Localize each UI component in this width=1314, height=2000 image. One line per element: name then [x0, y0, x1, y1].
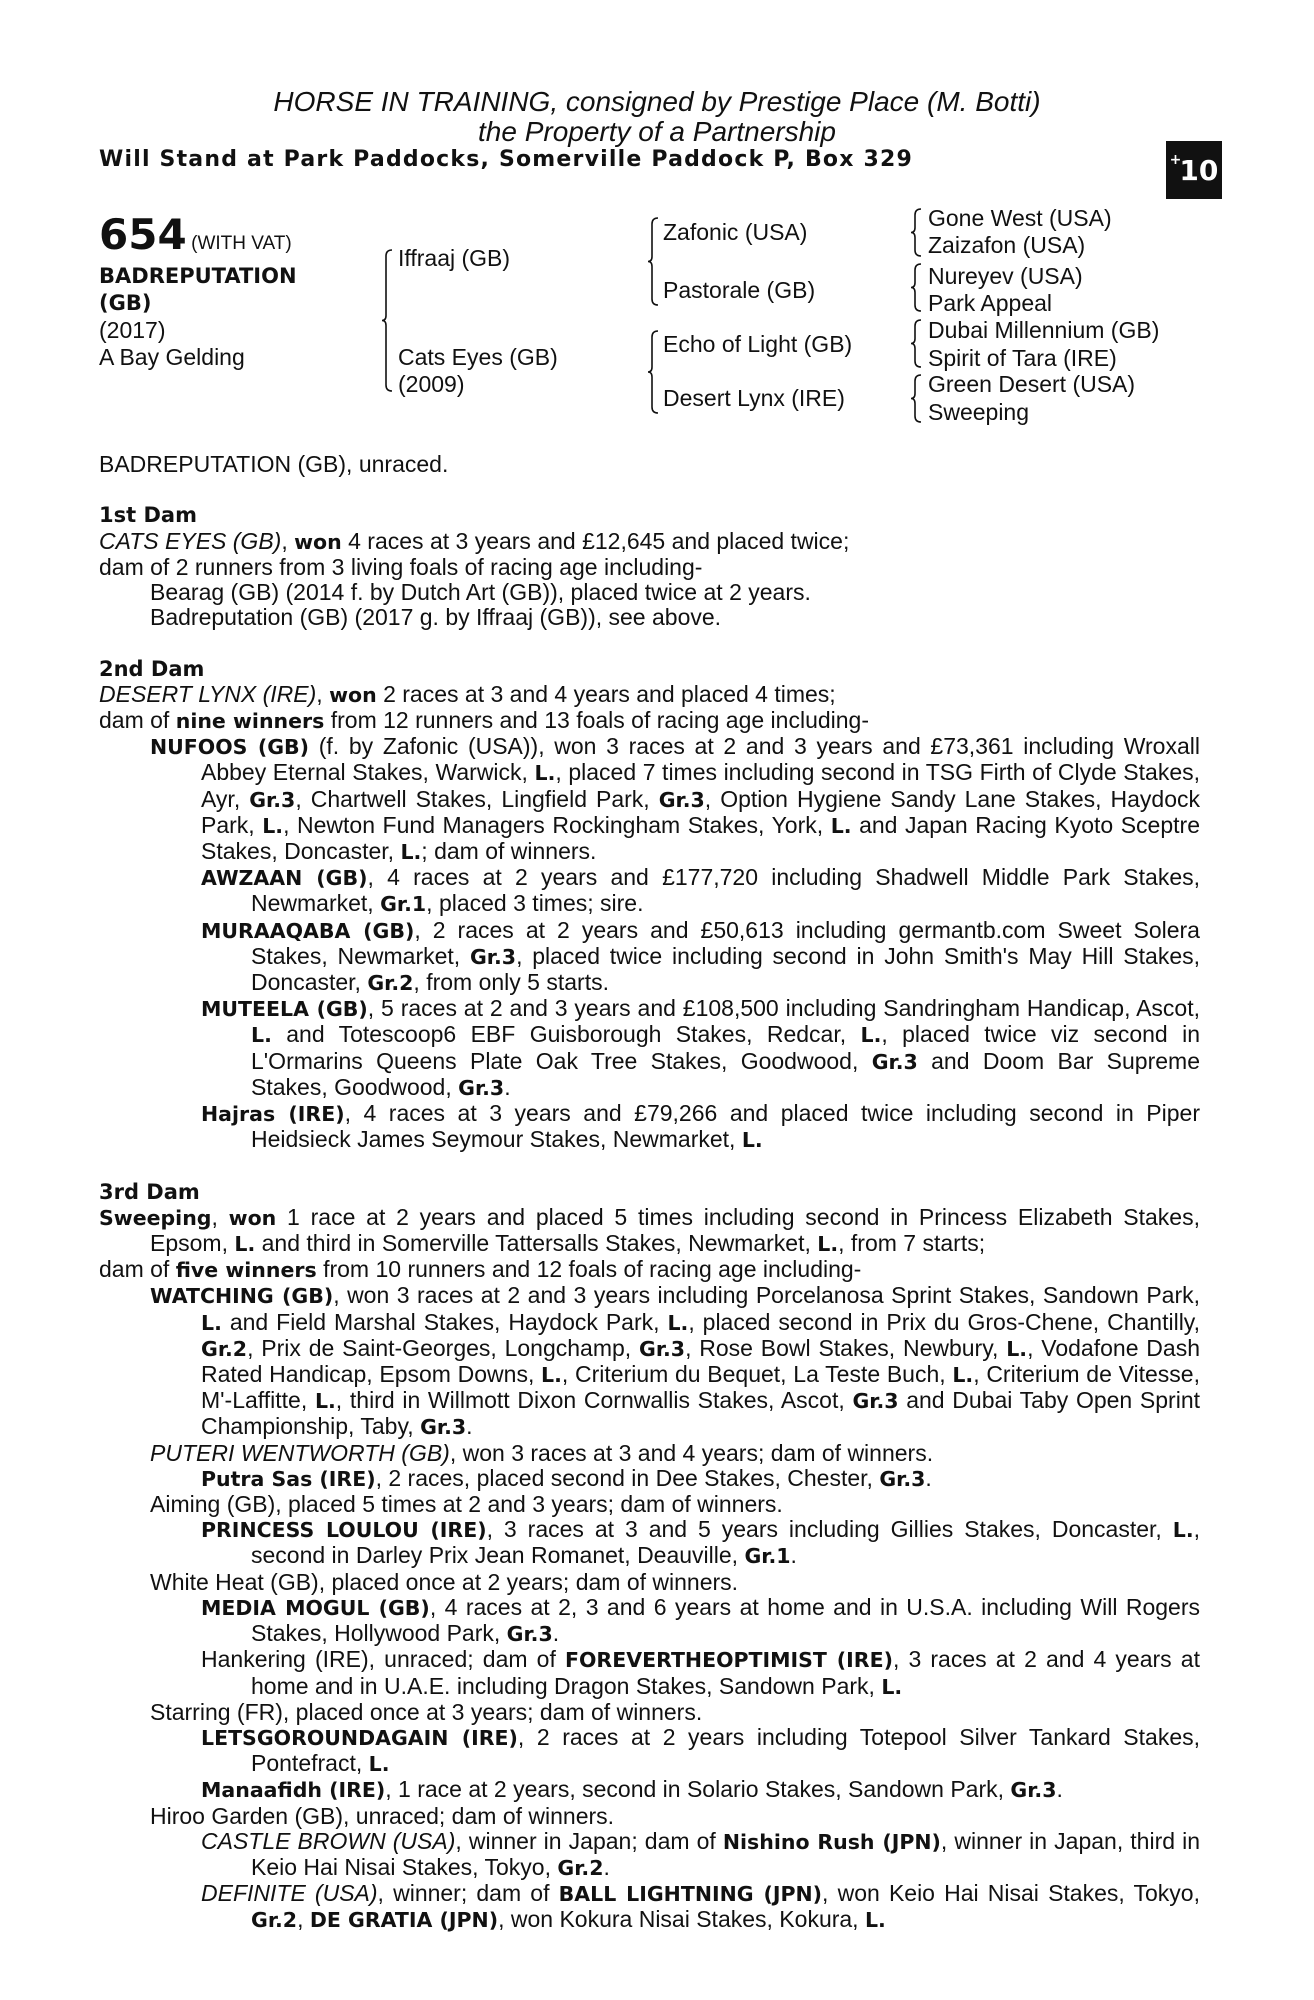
bold-text: Sweeping	[99, 1205, 212, 1230]
text: , 5 races at 2 and 3 years and £108,500 including Sandringham Handicap, Ascot,	[367, 995, 1200, 1022]
text: and Doom Bar Supreme Stakes, Goodwood,	[251, 1047, 1200, 1100]
bold-text: Gr.3	[506, 1622, 553, 1647]
text: 4 races at 3 years and £12,645 and placed twice;	[341, 527, 850, 554]
text: White Heat (GB), placed once at 2 years; dam of winners.	[150, 1568, 739, 1595]
text: , third in Willmott Dixon Cornwallis Stakes, Ascot,	[335, 1387, 853, 1414]
bold-text: Putra Sas (IRE)	[201, 1466, 376, 1491]
bold-text: Hajras (IRE)	[201, 1102, 345, 1127]
text: , Criterium de Vitesse, M'-Laffitte,	[201, 1361, 1200, 1414]
bold-text: Gr.3	[469, 944, 517, 969]
bold-text: L.	[400, 840, 422, 865]
lot-number-value: 654	[99, 210, 187, 259]
text: , 1 race at 2 years, second in Solario Stakes, Sandown Park,	[385, 1776, 1011, 1803]
text: , from only 5 starts.	[413, 969, 609, 996]
bold-text: Gr.2	[367, 971, 414, 996]
pedigree-dam-dam: Desert Lynx (IRE)	[663, 385, 845, 411]
pedigree-paragraph	[99, 1441, 1200, 1466]
text: from 12 runners and 13 foals of racing age including-	[324, 707, 869, 733]
bold-text: Gr.3	[871, 1049, 918, 1074]
text: , 2 races at 2 years and £50,613 including germantb.com Sweet Solera Stakes, Newmarket,	[251, 916, 1200, 969]
spacer	[99, 477, 1200, 502]
badge-plus: +	[1169, 152, 1182, 168]
bold-text: WATCHING (GB)	[150, 1284, 334, 1309]
text: , 2 races at 2 years including Totepool Silver Tankard Stakes, Pontefract,	[251, 1723, 1201, 1777]
bold-text: L.	[368, 1752, 390, 1777]
italic-text: CASTLE BROWN (USA)	[201, 1827, 456, 1854]
text: ; dam of winners.	[421, 838, 597, 865]
consignor-heading: HORSE IN TRAINING, consigned by Prestige Place (M. Botti)	[273, 86, 1041, 117]
pedigree-paragraph	[99, 580, 1200, 605]
pedigree-paragraph	[99, 1725, 1200, 1777]
text: ,	[316, 680, 330, 707]
bold-text: L.	[1006, 1336, 1028, 1361]
text: ,	[297, 1906, 310, 1933]
curly-brace	[911, 209, 921, 256]
curly-brace	[382, 250, 392, 391]
pedigree-paragraph	[99, 656, 1200, 682]
bold-text: MUTEELA (GB)	[201, 997, 368, 1022]
text: , winner in Japan, third in Keio Hai Nisai Stakes, Tokyo,	[251, 1827, 1200, 1880]
pedigree-g3-6: Spirit of Tara (IRE)	[928, 345, 1117, 371]
text: 2 races at 3 and 4 years and placed 4 times;	[376, 680, 836, 707]
pedigree-g3-3: Nureyev (USA)	[928, 263, 1083, 289]
text: , won 3 races at 3 and 4 years; dam of winners.	[449, 1439, 934, 1466]
section-heading: 1st Dam	[99, 503, 197, 528]
pedigree-paragraph	[99, 1517, 1200, 1569]
text: and Totescoop6 EBF Guisborough Stakes, Redcar,	[271, 1021, 861, 1048]
pedigree-paragraph	[99, 452, 1200, 477]
pedigree-paragraph	[99, 1570, 1200, 1595]
bold-text: won	[329, 682, 377, 707]
bold-text: L.	[262, 813, 284, 838]
bold-text: L.	[860, 1023, 882, 1048]
text: , Chartwell Stakes, Lingfield Park,	[295, 785, 659, 812]
section-heading: 2nd Dam	[99, 656, 205, 681]
pedigree-paragraph	[99, 1466, 1200, 1492]
pedigree-dam: Cats Eyes (GB)	[398, 344, 558, 370]
pedigree-paragraph	[99, 502, 1200, 528]
pedigree-sire-dam: Pastorale (GB)	[663, 277, 816, 303]
bold-text: five winners	[175, 1258, 317, 1283]
text: , winner in Japan; dam of	[455, 1827, 723, 1854]
pedigree-g3-1: Gone West (USA)	[928, 205, 1112, 231]
text: , 4 races at 2 years and £177,720 including Shadwell Middle Park Stakes, Newmarket,	[251, 864, 1201, 917]
pedigree-paragraph	[99, 682, 1200, 708]
bold-text: L.	[952, 1363, 974, 1388]
pedigree-paragraph	[99, 605, 1200, 630]
pedigree-sire-sire: Zafonic (USA)	[663, 219, 808, 245]
pedigree-dam-year: (2009)	[398, 371, 465, 397]
text: Bearag (GB) (2014 f. by Dutch Art (GB)), placed twice at 2 years.	[150, 579, 811, 605]
text: dam of	[99, 707, 176, 733]
lot-number	[99, 210, 292, 259]
pedigree-paragraph	[99, 1492, 1200, 1517]
text: , 4 races at 3 years and £79,266 and placed twice including second in Piper Heidsieck James Seymour Stakes, Newmarket,	[251, 1100, 1200, 1153]
section-heading: 3rd Dam	[99, 1179, 200, 1204]
pedigree-paragraph	[99, 555, 1200, 580]
text: Badreputation (GB) (2017 g. by Iffraaj (GB)), see above.	[150, 604, 722, 631]
pedigree-paragraph	[99, 1804, 1200, 1829]
curly-brace	[648, 218, 658, 305]
bold-text: MEDIA MOGUL (GB)	[201, 1595, 430, 1620]
pedigree-dam-sire: Echo of Light (GB)	[663, 331, 853, 357]
bold-text: L.	[881, 1674, 903, 1699]
bold-text: LETSGOROUNDAGAIN (IRE)	[201, 1725, 518, 1750]
text: , won 3 races at 2 and 3 years including Porcelanosa Sprint Stakes, Sandown Park,	[333, 1282, 1200, 1309]
text: , Criterium du Bequet, La Teste Buch,	[561, 1361, 953, 1388]
text: , from 7 starts;	[838, 1230, 986, 1257]
text: dam of	[99, 1256, 176, 1283]
pedigree-g3-7: Green Desert (USA)	[928, 371, 1136, 397]
pedigree-paragraph	[99, 1205, 1200, 1257]
curly-brace	[911, 320, 921, 367]
stable-location: Will Stand at Park Paddocks, Somerville Paddock P, Box 329	[99, 147, 914, 172]
pedigree-g3-5: Dubai Millennium (GB)	[928, 317, 1160, 343]
pedigree-paragraph	[99, 529, 1200, 555]
pedigree-paragraph	[99, 1777, 1200, 1803]
text: , placed twice including second in John Smith's May Hill Stakes, Doncaster,	[251, 942, 1200, 996]
text: , Rose Bowl Stakes, Newbury,	[685, 1334, 1007, 1361]
text: , 3 races at 2 and 4 years at home and in U.A.E. including Dragon Stakes, Sandown Park,	[251, 1646, 1200, 1699]
text: and Japan Racing Kyoto Sceptre Stakes, Doncaster,	[201, 811, 1200, 865]
text: .	[1056, 1776, 1063, 1803]
text: and Field Marshal Stakes, Haydock Park,	[221, 1308, 668, 1335]
vat-label: (WITH VAT)	[191, 233, 292, 254]
text: , won Kokura Nisai Stakes, Kokura,	[498, 1906, 865, 1933]
pedigree-paragraph	[99, 708, 1200, 734]
text: ,	[211, 1203, 229, 1230]
bold-text: L.	[864, 1908, 886, 1933]
bold-text: DE GRATIA (JPN)	[309, 1908, 499, 1933]
pedigree-paragraph	[99, 1700, 1200, 1725]
text: , placed 3 times; sire.	[426, 890, 644, 917]
plus-ten-icon	[1166, 141, 1222, 199]
curly-brace	[911, 375, 921, 422]
bold-text: PRINCESS LOULOU (IRE)	[201, 1518, 487, 1543]
text: , won Keio Hai Nisai Stakes, Tokyo,	[822, 1880, 1200, 1907]
bold-text: Manaafidh (IRE)	[201, 1778, 386, 1803]
italic-text: DESERT LYNX (IRE)	[99, 680, 317, 707]
pedigree-paragraph	[99, 1647, 1200, 1699]
bold-text: AWZAAN (GB)	[201, 866, 368, 891]
badge-number: 10	[1179, 153, 1219, 187]
text: , placed 7 times including second in TSG Firth of Clyde Stakes, Ayr,	[201, 759, 1200, 812]
pedigree-paragraph	[99, 996, 1200, 1101]
bold-text: Gr.3	[852, 1389, 899, 1414]
bold-text: Nishino Rush (JPN)	[722, 1829, 941, 1854]
bold-text: L.	[741, 1128, 763, 1153]
text: 1 race at 2 years and placed 5 times including second in Princess Elizabeth Stakes, Epsom,	[150, 1203, 1200, 1257]
bold-text: Gr.3	[249, 787, 296, 812]
text: dam of 2 runners from 3 living foals of racing age including-	[99, 553, 703, 580]
text: , placed twice viz second in L'Ormarins Queens Plate Oak Tree Stakes, Goodwood,	[251, 1021, 1200, 1074]
text: , second in Darley Prix Jean Romanet, Deauville,	[251, 1516, 1200, 1569]
curly-brace	[648, 331, 658, 413]
bold-text: Gr.3	[1010, 1778, 1057, 1803]
bold-text: L.	[251, 1023, 272, 1048]
bold-text: Gr.3	[879, 1466, 926, 1491]
bold-text: L.	[1172, 1518, 1194, 1543]
text: and third in Somerville Tattersalls Stakes, Newmarket,	[255, 1230, 818, 1257]
text: , 3 races at 3 and 5 years including Gillies Stakes, Doncaster,	[486, 1516, 1173, 1543]
text: ,	[281, 527, 295, 554]
horse-country: (GB)	[99, 291, 152, 315]
bold-text: won	[294, 529, 342, 554]
italic-text: PUTERI WENTWORTH (GB)	[150, 1439, 450, 1466]
bold-text: Gr.3	[458, 1075, 505, 1100]
bold-text: MURAAQABA (GB)	[201, 918, 415, 943]
text: , Vodafone Dash Rated Handicap, Epsom Downs,	[201, 1334, 1200, 1388]
italic-text: DEFINITE (USA)	[201, 1880, 378, 1907]
bold-text: Gr.3	[658, 787, 705, 812]
bold-text: L.	[314, 1389, 336, 1414]
text: Starring (FR), placed once at 3 years; dam of winners.	[150, 1698, 703, 1725]
bold-text: Gr.2	[557, 1855, 604, 1880]
pedigree-sire: Iffraaj (GB)	[398, 245, 511, 271]
bold-text: L.	[541, 1363, 562, 1388]
pedigree-paragraph	[99, 1257, 1200, 1283]
text: , winner; dam of	[377, 1880, 559, 1907]
pedigree-paragraph	[99, 1829, 1200, 1881]
bold-text: NUFOOS (GB)	[150, 735, 310, 760]
text: BADREPUTATION (GB), unraced.	[99, 451, 449, 477]
bold-text: won	[228, 1205, 277, 1230]
pedigree-paragraph	[99, 1881, 1200, 1933]
pedigree-g3-2: Zaizafon (USA)	[928, 232, 1086, 258]
bold-text: nine winners	[175, 709, 325, 733]
italic-text: CATS EYES (GB)	[99, 527, 282, 554]
pedigree-paragraph	[99, 1179, 1200, 1205]
bold-text: Gr.1	[744, 1544, 791, 1569]
property-heading: the Property of a Partnership	[478, 116, 836, 147]
text: , placed second in Prix du Gros-Chene, Chantilly,	[688, 1308, 1200, 1335]
bold-text: L.	[817, 1232, 839, 1257]
text: and Dubai Taby Open Sprint Championship, Taby,	[201, 1387, 1200, 1440]
text: from 10 runners and 12 foals of racing age including-	[316, 1256, 862, 1283]
text: , Prix de Saint-Georges, Longchamp,	[247, 1334, 639, 1361]
spacer	[99, 630, 1200, 655]
spacer	[99, 1153, 1200, 1178]
bold-text: L.	[667, 1310, 689, 1335]
horse-year: (2017)	[99, 317, 166, 343]
pedigree-paragraph	[99, 734, 1200, 865]
pedigree-paragraph	[99, 1283, 1200, 1440]
bold-text: L.	[201, 1310, 222, 1335]
pedigree-g3-8: Sweeping	[928, 399, 1030, 425]
text: Hiroo Garden (GB), unraced; dam of winners.	[150, 1802, 615, 1829]
text: .	[504, 1073, 511, 1100]
catalogue-body	[99, 452, 1200, 1934]
text: , 4 races at 2, 3 and 6 years at home and in U.S.A. including Will Rogers Stakes, Hollywood Park,	[251, 1593, 1200, 1647]
bold-text: L.	[534, 761, 556, 786]
pedigree-paragraph	[99, 1595, 1200, 1647]
horse-description: A Bay Gelding	[99, 344, 245, 370]
text: Aiming (GB), placed 5 times at 2 and 3 years; dam of winners.	[150, 1491, 783, 1518]
bold-text: Gr.1	[380, 892, 427, 917]
bold-text: FOREVERTHEOPTIMIST (IRE)	[564, 1648, 893, 1673]
text: .	[790, 1542, 797, 1569]
pedigree-paragraph	[99, 1101, 1200, 1153]
bold-text: Gr.2	[201, 1336, 248, 1361]
pedigree-paragraph	[99, 865, 1200, 917]
text: .	[466, 1413, 473, 1440]
text: .	[552, 1620, 560, 1647]
horse-name: BADREPUTATION	[99, 264, 297, 288]
text: .	[603, 1853, 610, 1880]
bold-text: BALL LIGHTNING (JPN)	[558, 1882, 823, 1907]
text: , Option Hygiene Sandy Lane Stakes, Haydock Park,	[201, 785, 1200, 838]
text: .	[925, 1464, 932, 1491]
bold-text: Gr.3	[639, 1336, 686, 1361]
text: , 2 races, placed second in Dee Stakes, Chester,	[375, 1464, 880, 1491]
bold-text: Gr.2	[251, 1908, 298, 1933]
pedigree-g3-4: Park Appeal	[928, 290, 1053, 316]
text: Hankering (IRE), unraced; dam of	[201, 1646, 565, 1673]
text: , Newton Fund Managers Rockingham Stakes, York,	[283, 811, 831, 838]
curly-brace	[911, 264, 921, 311]
bold-text: Gr.3	[420, 1415, 467, 1440]
pedigree-paragraph	[99, 918, 1200, 997]
text: (f. by Zafonic (USA)), won 3 races at 2 and 3 years and £73,361 including Wroxall Abbey Eternal Stakes, Warwick,	[201, 733, 1200, 786]
bold-text: L.	[234, 1232, 256, 1257]
bold-text: L.	[830, 813, 852, 838]
